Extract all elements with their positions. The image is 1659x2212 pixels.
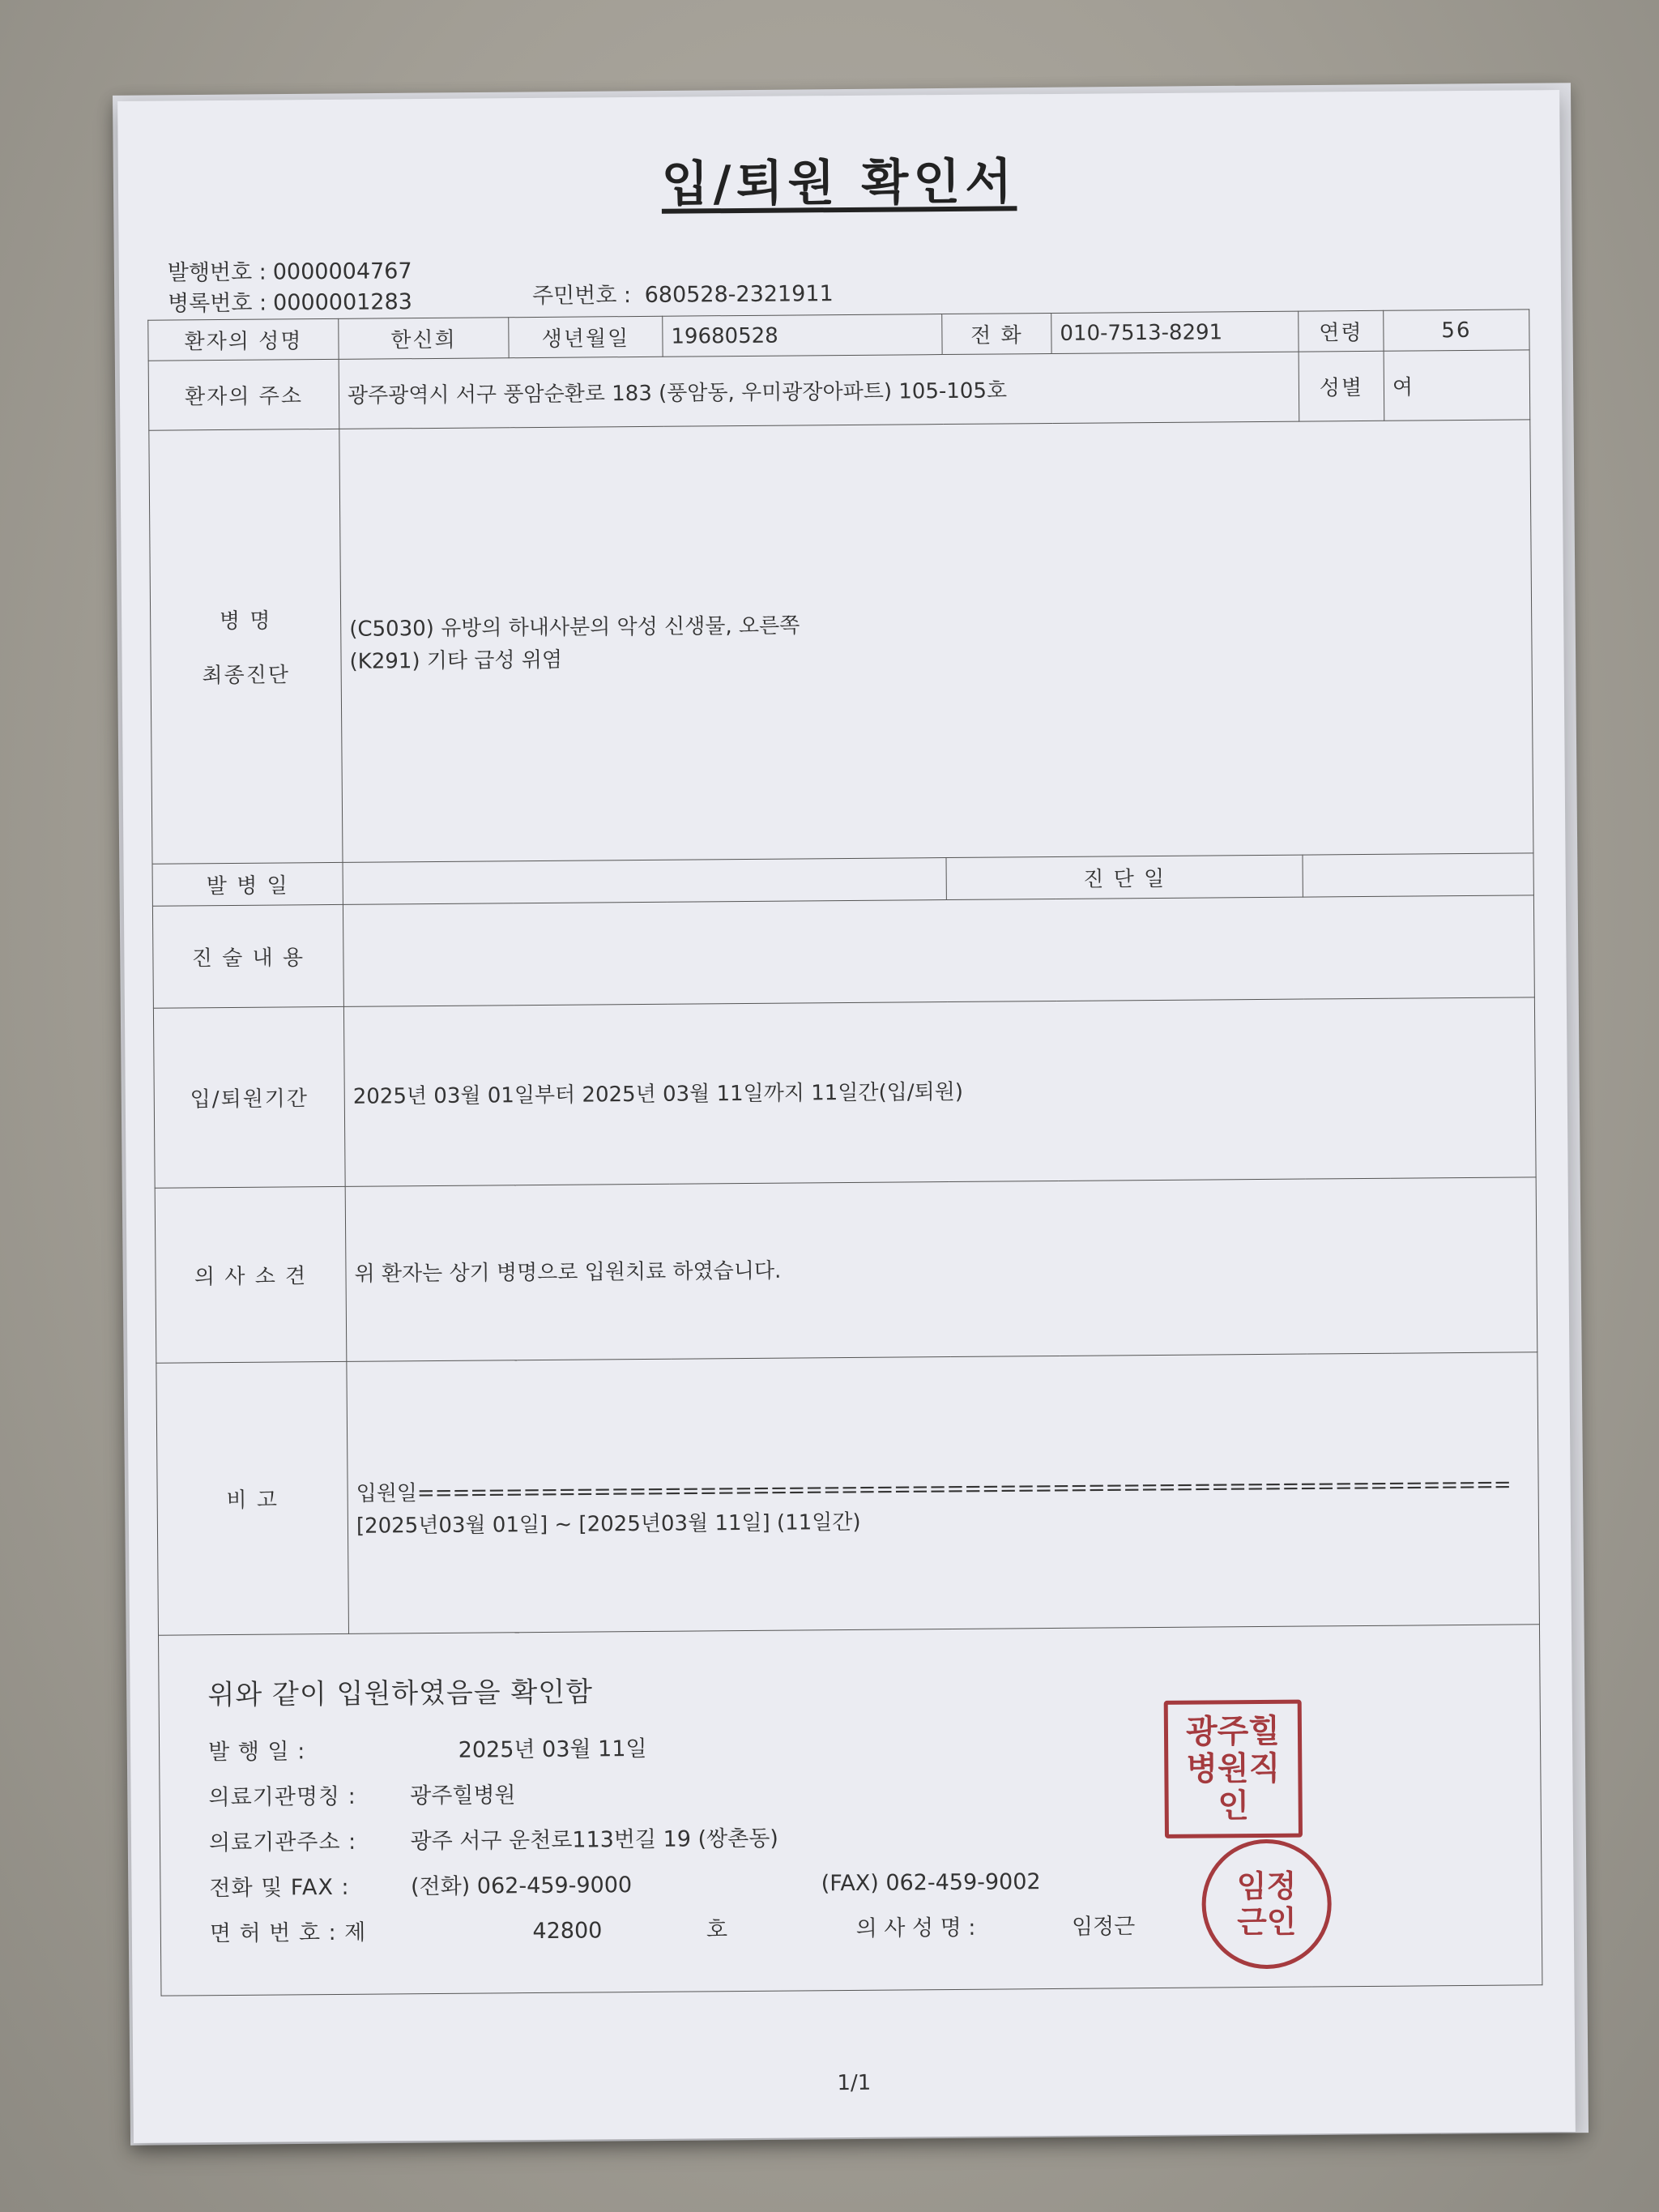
license-number: 42800 [532, 1917, 603, 1944]
statement-content [343, 895, 1534, 1007]
record-number [168, 284, 412, 317]
issue-number-value: 0000004767 [272, 258, 412, 285]
footer-row [159, 1625, 1542, 1996]
issue-date-label: 발 행 일 : [208, 1738, 306, 1765]
patient-phone: 010-7513-8291 [1051, 311, 1299, 353]
hospital-seal-text: 광주힐병원직인 [1185, 1712, 1281, 1826]
statement-row [152, 895, 1534, 1008]
patient-age: 56 [1384, 310, 1529, 351]
period-content [343, 997, 1536, 1187]
phone-fax-label: 전화 및 FAX : [209, 1874, 350, 1901]
diagnosis-label-2: 최종진단 [202, 663, 291, 689]
institution-address-value: 광주 서구 운천로113번길 19 (쌍촌동) [410, 1826, 778, 1854]
resident-number-label: 주민번호 : [531, 283, 632, 310]
doctor-name: 임정근 [1071, 1913, 1136, 1940]
patient-address: 광주광역시 서구 풍암순환로 183 (풍암동, 우미광장아파트) 105-105호 [339, 352, 1299, 429]
diagnosis-line: (C5030) 유방의 하내사분의 악성 신생물, 오른쪽 [349, 613, 800, 642]
license-suffix: 호 [706, 1916, 728, 1942]
diagnosis-line: (K291) 기타 급성 위염 [349, 647, 563, 674]
patient-sex: 여 [1384, 350, 1530, 421]
institution-value: 광주힐병원 [410, 1782, 516, 1808]
diagnosis-row [149, 420, 1533, 864]
document-title: 입/퇴원 확인서 [661, 153, 1017, 213]
patient-row-2 [148, 350, 1530, 430]
confirmation-form-table [147, 309, 1542, 1996]
resident-number [532, 275, 834, 310]
license-label: 면 허 번 호 : 제 [209, 1919, 367, 1946]
institution-phone: (전화) 062-459-9000 [410, 1872, 633, 1899]
patient-name: 한신희 [339, 318, 509, 360]
opinion-text: 위 환자는 상기 병명으로 입원치료 하였습니다. [354, 1258, 782, 1287]
diagnosis-date-value [1303, 853, 1533, 897]
age-label: 연령 [1299, 310, 1384, 352]
birth-label: 생년월일 [509, 316, 663, 357]
sex-label: 성별 [1299, 351, 1384, 421]
diagnosis-date-label: 진 단 일 [946, 855, 1303, 899]
opinion-content [345, 1177, 1537, 1362]
document-sheet [117, 90, 1576, 2143]
patient-birth: 19680528 [663, 314, 942, 357]
issue-date-value: 2025년 03월 11일 [458, 1736, 647, 1763]
diagnosis-label [149, 429, 343, 864]
phone-label: 전 화 [942, 313, 1051, 354]
issue-number-label: 발행번호 : [167, 259, 267, 286]
institution-label: 의료기관명칭 : [208, 1783, 356, 1810]
period-row [153, 997, 1536, 1188]
remarks-content [347, 1352, 1540, 1634]
institution-fax: (FAX) 062-459-9002 [821, 1868, 1041, 1896]
period-label: 입/퇴원기간 [153, 1006, 345, 1188]
remarks-row [156, 1352, 1540, 1635]
onset-value [343, 858, 946, 905]
record-number-value: 0000001283 [272, 289, 413, 316]
institution-address-label: 의료기관주소 : [208, 1829, 357, 1855]
footer-box [159, 1625, 1542, 1996]
record-number-label: 병록번호 : [167, 290, 267, 317]
diagnosis-content [339, 420, 1533, 863]
name-label: 환자의 성명 [148, 318, 339, 361]
page-number: 1/1 [837, 2070, 872, 2096]
doctor-seal [1201, 1838, 1332, 1969]
remarks-line-2: [2025년03월 01일] ~ [2025년03월 11일] (11일간) [356, 1510, 861, 1539]
statement-label: 진 술 내 용 [152, 904, 343, 1008]
remarks-label: 비 고 [156, 1361, 349, 1635]
doctor-seal-text: 임정근인 [1236, 1868, 1297, 1941]
opinion-row [155, 1177, 1537, 1363]
diagnosis-label-1: 병 명 [219, 609, 272, 634]
resident-number-value: 680528-2321911 [644, 281, 834, 308]
confirm-text: 위와 같이 입원하였음을 확인함 [207, 1675, 594, 1711]
doctor-label: 의 사 성 명 : [855, 1915, 976, 1941]
period-text: 2025년 03월 01일부터 2025년 03월 11일까지 11일간(입/퇴원) [352, 1079, 964, 1109]
issue-number [168, 253, 412, 286]
remarks-line-1: 입원일============================================================== [356, 1472, 1512, 1506]
opinion-label: 의 사 소 견 [155, 1186, 347, 1363]
onset-label: 발 병 일 [152, 862, 343, 906]
hospital-seal [1164, 1700, 1303, 1838]
address-label: 환자의 주소 [148, 359, 339, 430]
